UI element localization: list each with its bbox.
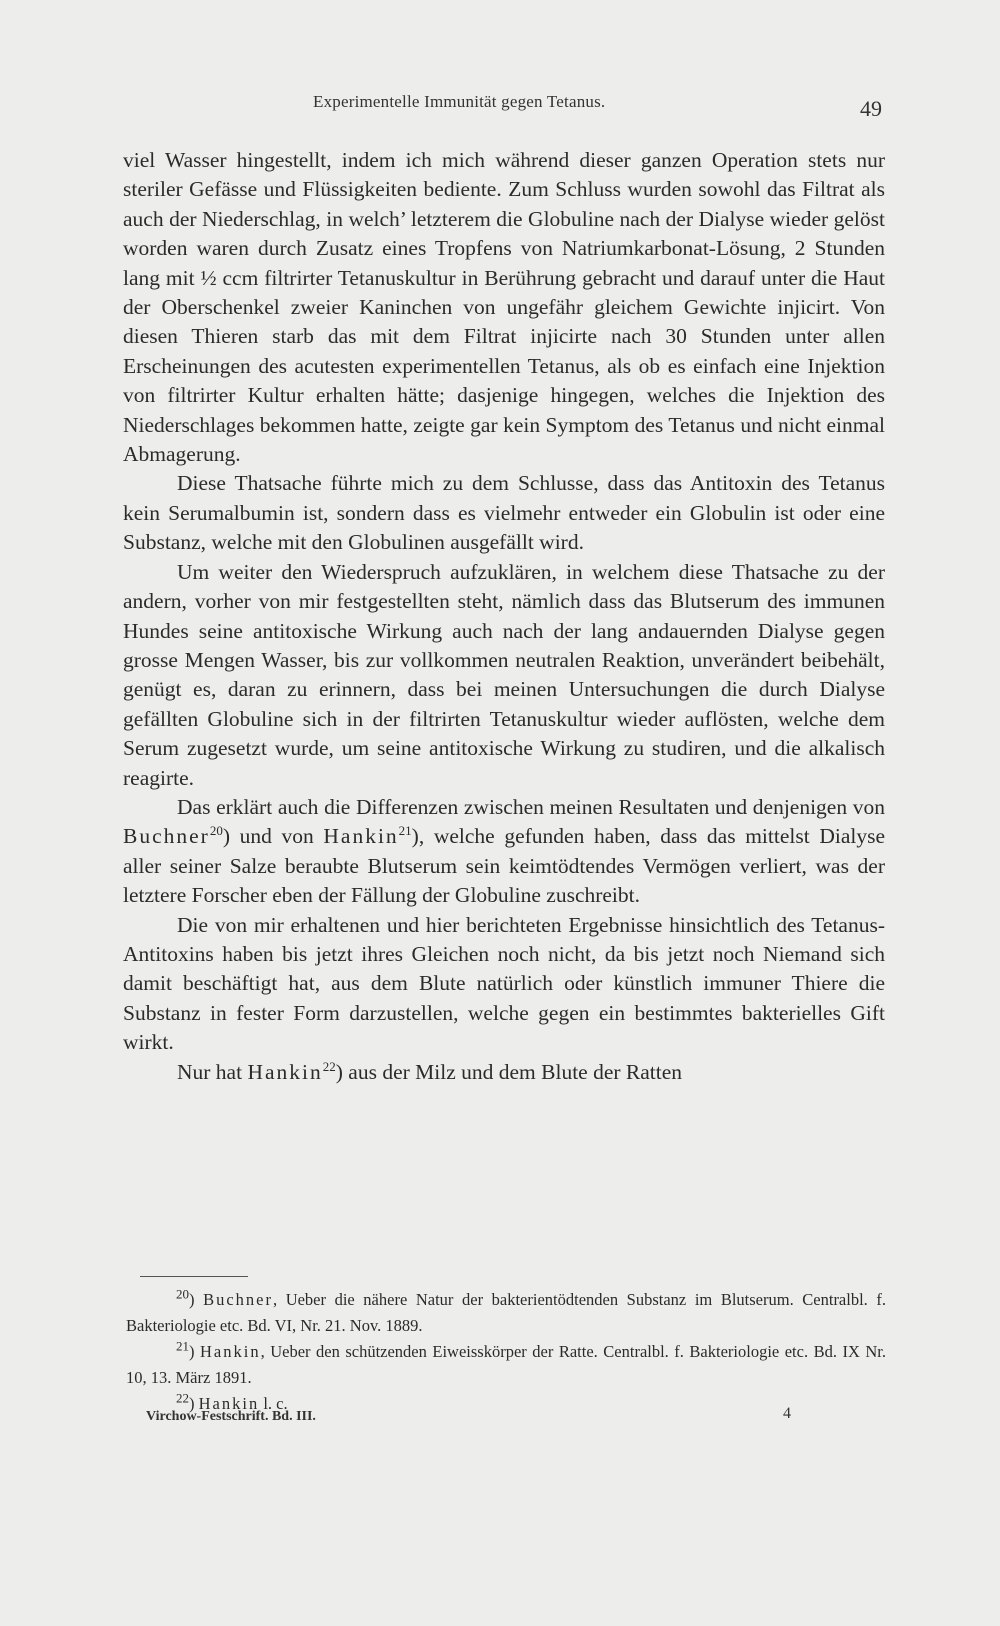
- footnote-ref-22: 22: [322, 1058, 336, 1074]
- running-title: Experimentelle Immunität gegen Tetanus.: [313, 92, 606, 111]
- footnote-20: $^{20}$) Buchner, Ueber die nähere Natur der bakterientödtenden Substanz im Blutserum. Centralbl. f. Bakteriologie etc. Bd. VI, Nr. 21. Nov. 1889.: [126, 1286, 886, 1335]
- footnote-mark: 21: [176, 1338, 189, 1354]
- signature-line: Virchow-Festschrift. Bd. III.: [146, 1409, 316, 1424]
- footnote-21: $^{21}$) Hankin, Ueber den schützenden Eiweisskörper der Ratte. Centralbl. f. Bakteriologie etc. Bd. IX Nr. 10, 13. März 1891.: [126, 1338, 886, 1387]
- footnote-text: l. c.: [259, 1394, 288, 1413]
- paragraph-2: Diese Thatsache führte mich zu dem Schlusse, dass das Antitoxin des Tetanus kein Serumalbumin ist, sondern dass es vielmehr entweder ein Globulin ist oder eine Substanz, welche mit den Globulinen ausgefällt wird.: [123, 471, 885, 555]
- paragraph-6-text-a: Nur hat: [177, 1059, 248, 1084]
- footnote-ref-21: 21: [398, 823, 412, 839]
- paragraph-4: [123, 793, 885, 911]
- paragraph-5: Die von mir erhaltenen und hier berichteten Ergebnisse hinsichtlich des Tetanus-Antitoxins haben bis jetzt ihres Gleichen noch nicht, da bis jetzt noch Niemand sich damit beschäftigt hat, aus dem Blute natürlich oder künstlich immuner Thiere die Substanz in fester Form darzustellen, welche gegen ein bestimmtes bakterielles Gift wirkt.: [123, 912, 885, 1055]
- footnote-author: Buchner: [203, 1290, 273, 1309]
- footnote-text: , Ueber die nähere Natur der bakterientödtenden Substanz im Blutserum. Centralbl. f. Bakteriologie etc. Bd. VI, Nr. 21. Nov. 1889.: [126, 1290, 886, 1335]
- footnote-author: Hankin: [200, 1342, 261, 1361]
- paragraph-6-text-b: ) aus der Milz und dem Blute der Ratten: [335, 1059, 683, 1084]
- paragraph-6: [123, 1058, 885, 1087]
- signature-number: 4: [783, 1405, 791, 1422]
- footnote-mark: 22: [176, 1390, 189, 1406]
- paragraph-4-text-a: Das erklärt auch die Differenzen zwischen meinen Resultaten und denjenigen von: [177, 794, 885, 819]
- paragraph-1: viel Wasser hingestellt, indem ich mich während dieser ganzen Operation stets nur steriler Gefässe und Flüssigkeiten bediente. Zum Schluss wurden sowohl das Filtrat als auch der Niederschlag, in welch’ letzterem die Globuline nach der Dialyse wieder gelöst worden waren durch Zusatz eines Tropfens von Natriumkarbonat-Lösung, 2 Stunden lang mit ½ ccm filtrirter Tetanuskultur in Berührung gebracht und darauf unter die Haut der Oberschenkel zweier Kaninchen von ungefähr gleichem Gewichte injicirt. Von diesen Thieren starb das mit dem Filtrat injicirte nach 30 Stunden unter allen Erscheinungen des acutesten experimentellen Tetanus, als ob es einfach eine Injektion von filtrirter Kultur erhalten hätte; dasjenige hingegen, welches die Injektion des Niederschlages bekommen hatte, zeigte gar kein Symptom des Tetanus und nicht einmal Abmagerung.: [123, 148, 885, 467]
- author-hankin-2: Hankin: [247, 1059, 323, 1084]
- main-text: [123, 146, 885, 1087]
- paragraph-4-text-c: ), welche gefunden haben, dass das mittelst Dialyse aller seiner Salze beraubte Blutserum sein keimtödtendes Vermögen verliert, was der letztere Forscher eben der Fällung der Globuline zuschreibt.: [123, 824, 885, 908]
- footnotes: [126, 1287, 886, 1417]
- paragraph-3: Um weiter den Wiederspruch aufzuklären, in welchem diese Thatsache zu der andern, vorher von mir festgestellten steht, nämlich dass das Blutserum des immunen Hundes seine antitoxische Wirkung auch nach der lang andauernden Dialyse gegen grosse Mengen Wasser, bis zur vollkommen neutralen Reaktion, unverändert beibehält, genügt es, daran zu erinnern, dass bei meinen Untersuchungen die durch Dialyse gefällten Globuline sich in der filtrirten Tetanuskultur wieder auflösten, welche dem Serum zugesetzt wurde, um seine antitoxische Wirkung zu studiren, und die alkalisch reagirte.: [123, 559, 885, 790]
- paragraph-4-text-b: ) und von: [222, 824, 324, 849]
- footnote-mark: 20: [176, 1286, 189, 1302]
- page-number: 49: [860, 96, 882, 121]
- footnote-22: $^{22}$) Hankin l. c.: [176, 1390, 288, 1413]
- footnote-author: Hankin: [198, 1394, 260, 1413]
- footnote-text: , Ueber den schützenden Eiweisskörper der Ratte. Centralbl. f. Bakteriologie etc. Bd. IX Nr. 10, 13. März 1891.: [126, 1342, 886, 1387]
- footnote-rule: [140, 1276, 248, 1277]
- author-buchner: Buchner: [123, 824, 210, 849]
- author-hankin: Hankin: [323, 824, 399, 849]
- footnote-ref-20: 20: [209, 823, 223, 839]
